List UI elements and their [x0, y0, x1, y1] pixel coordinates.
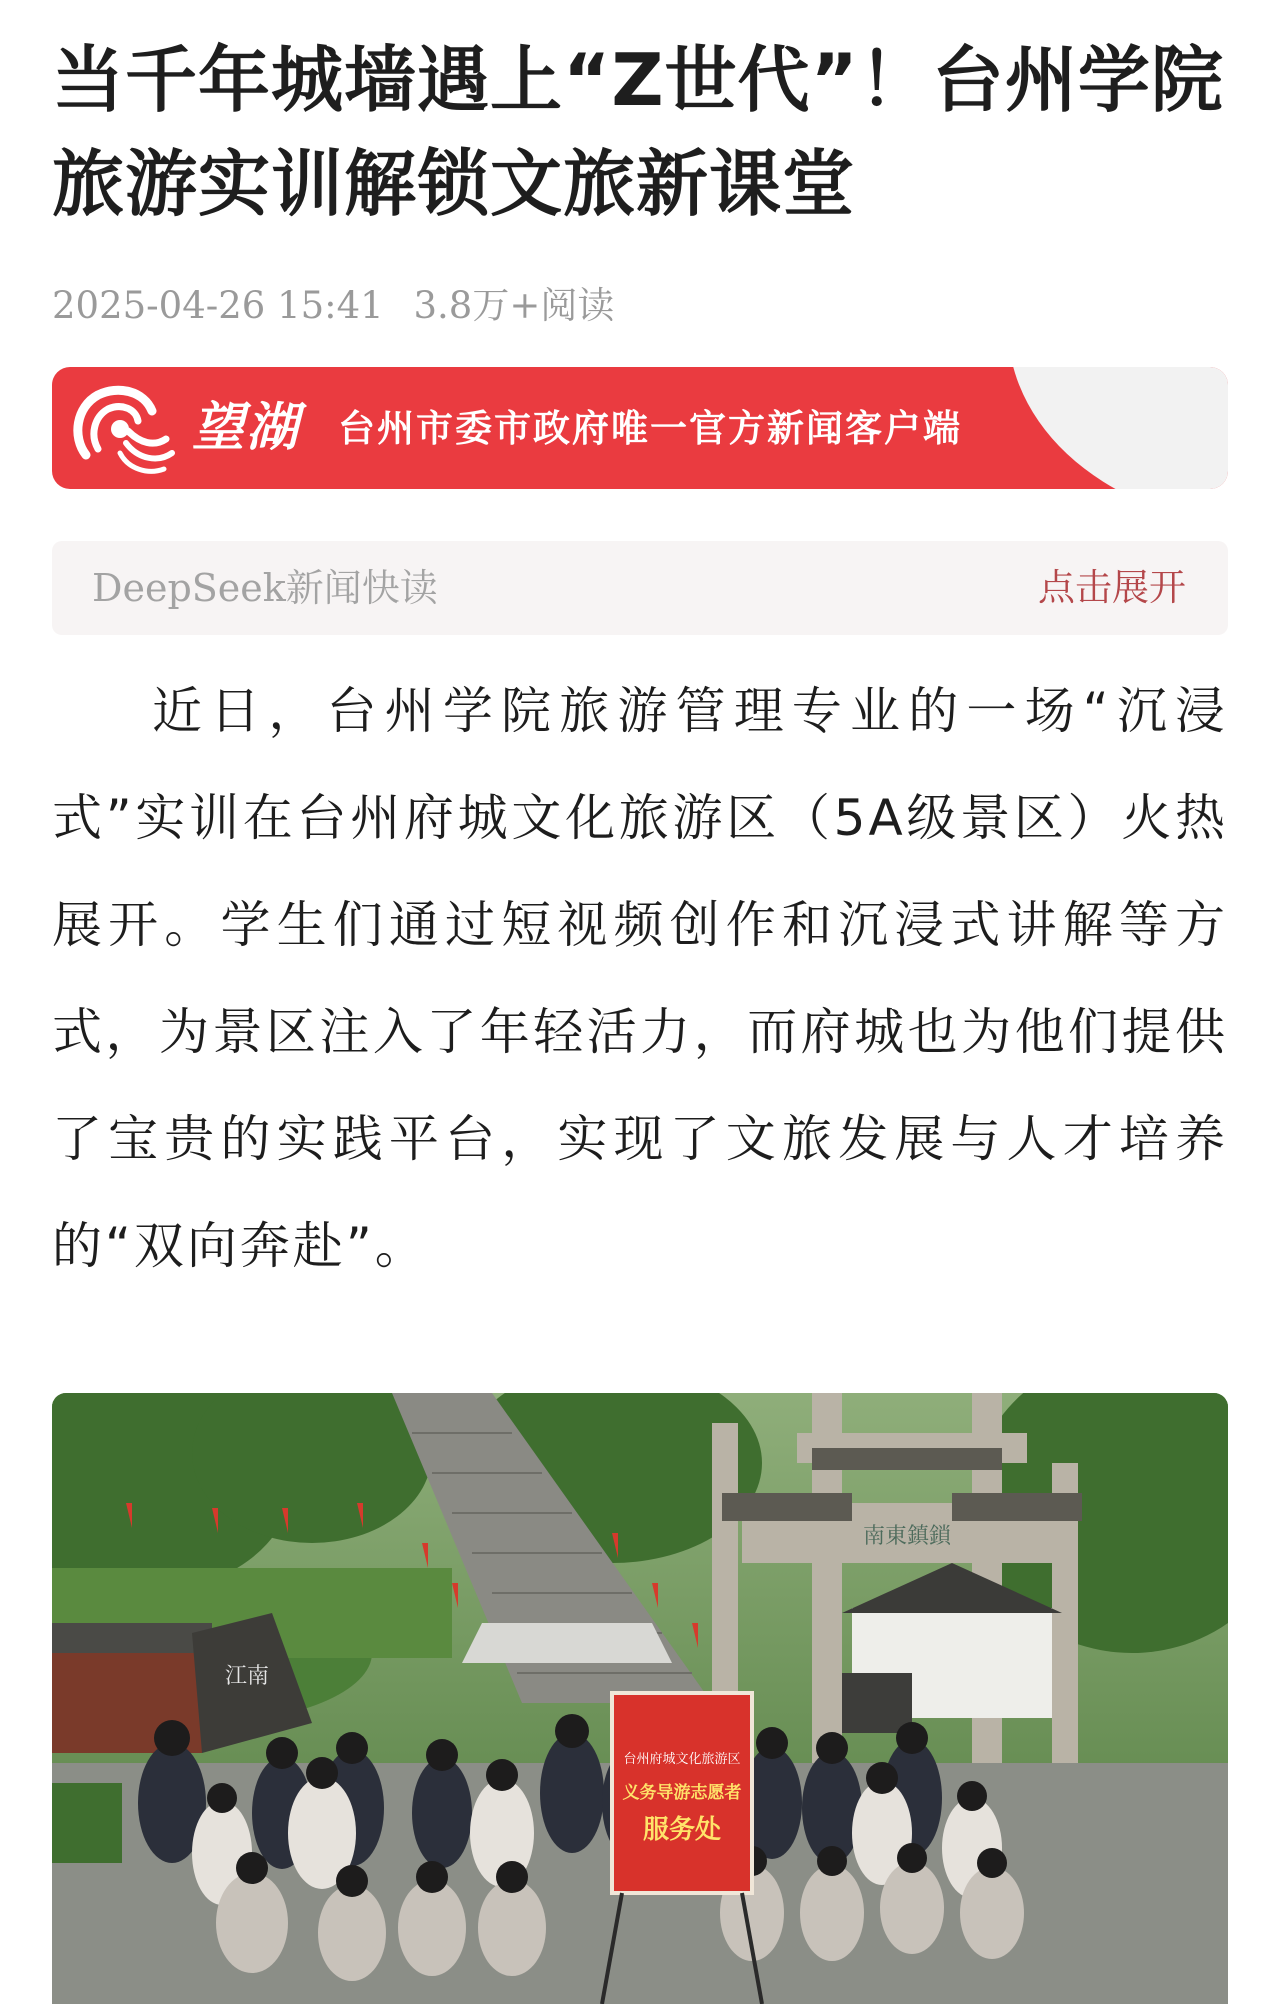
article-meta [52, 282, 1228, 330]
svg-text:义务导游志愿者: 义务导游志愿者 [622, 1783, 742, 1803]
quick-read-label: DeepSeek新闻快读 [92, 566, 438, 610]
article-title: 当千年城墙遇上“Z世代”！台州学院旅游实训解锁文旅新课堂 [52, 38, 1224, 226]
stone-inscription: 江南 [224, 1664, 270, 1689]
group-photo-image [52, 1393, 1228, 2004]
article-page [52, 0, 1228, 1845]
banner-curve-decoration [1008, 367, 1228, 489]
app-slogan: 台州市委市政府唯一官方新闻客户端 [338, 407, 962, 450]
app-banner[interactable] [52, 367, 1228, 489]
read-count: 3.8万+阅读 [413, 284, 615, 327]
publish-date: 2025-04-26 15:41 [52, 284, 384, 327]
article-body: 近日，台州学院旅游管理专业的一场“沉浸式”实训在台州府城文化旅游区（5A级景区）火热展开。学生们通过短视频创作和沉浸式讲解等方式，为景区注入了年轻活力，而府城也为他们提供了宝贵的实践平台，实现了文旅发展与人才培养的“双向奔赴”。 [52, 682, 1228, 1275]
expand-button[interactable]: 点击展开 [1038, 566, 1186, 609]
svg-text:台州府城文化旅游区: 台州府城文化旅游区 [623, 1752, 741, 1767]
app-name: 望湖 [192, 397, 301, 458]
svg-text:服务处: 服务处 [642, 1815, 722, 1845]
deepseek-quick-read-box [52, 541, 1228, 635]
arch-inscription: 南東鎮鎖 [862, 1524, 952, 1549]
wanghu-wave-logo-icon [68, 377, 178, 477]
article-photo [52, 1393, 1228, 2004]
